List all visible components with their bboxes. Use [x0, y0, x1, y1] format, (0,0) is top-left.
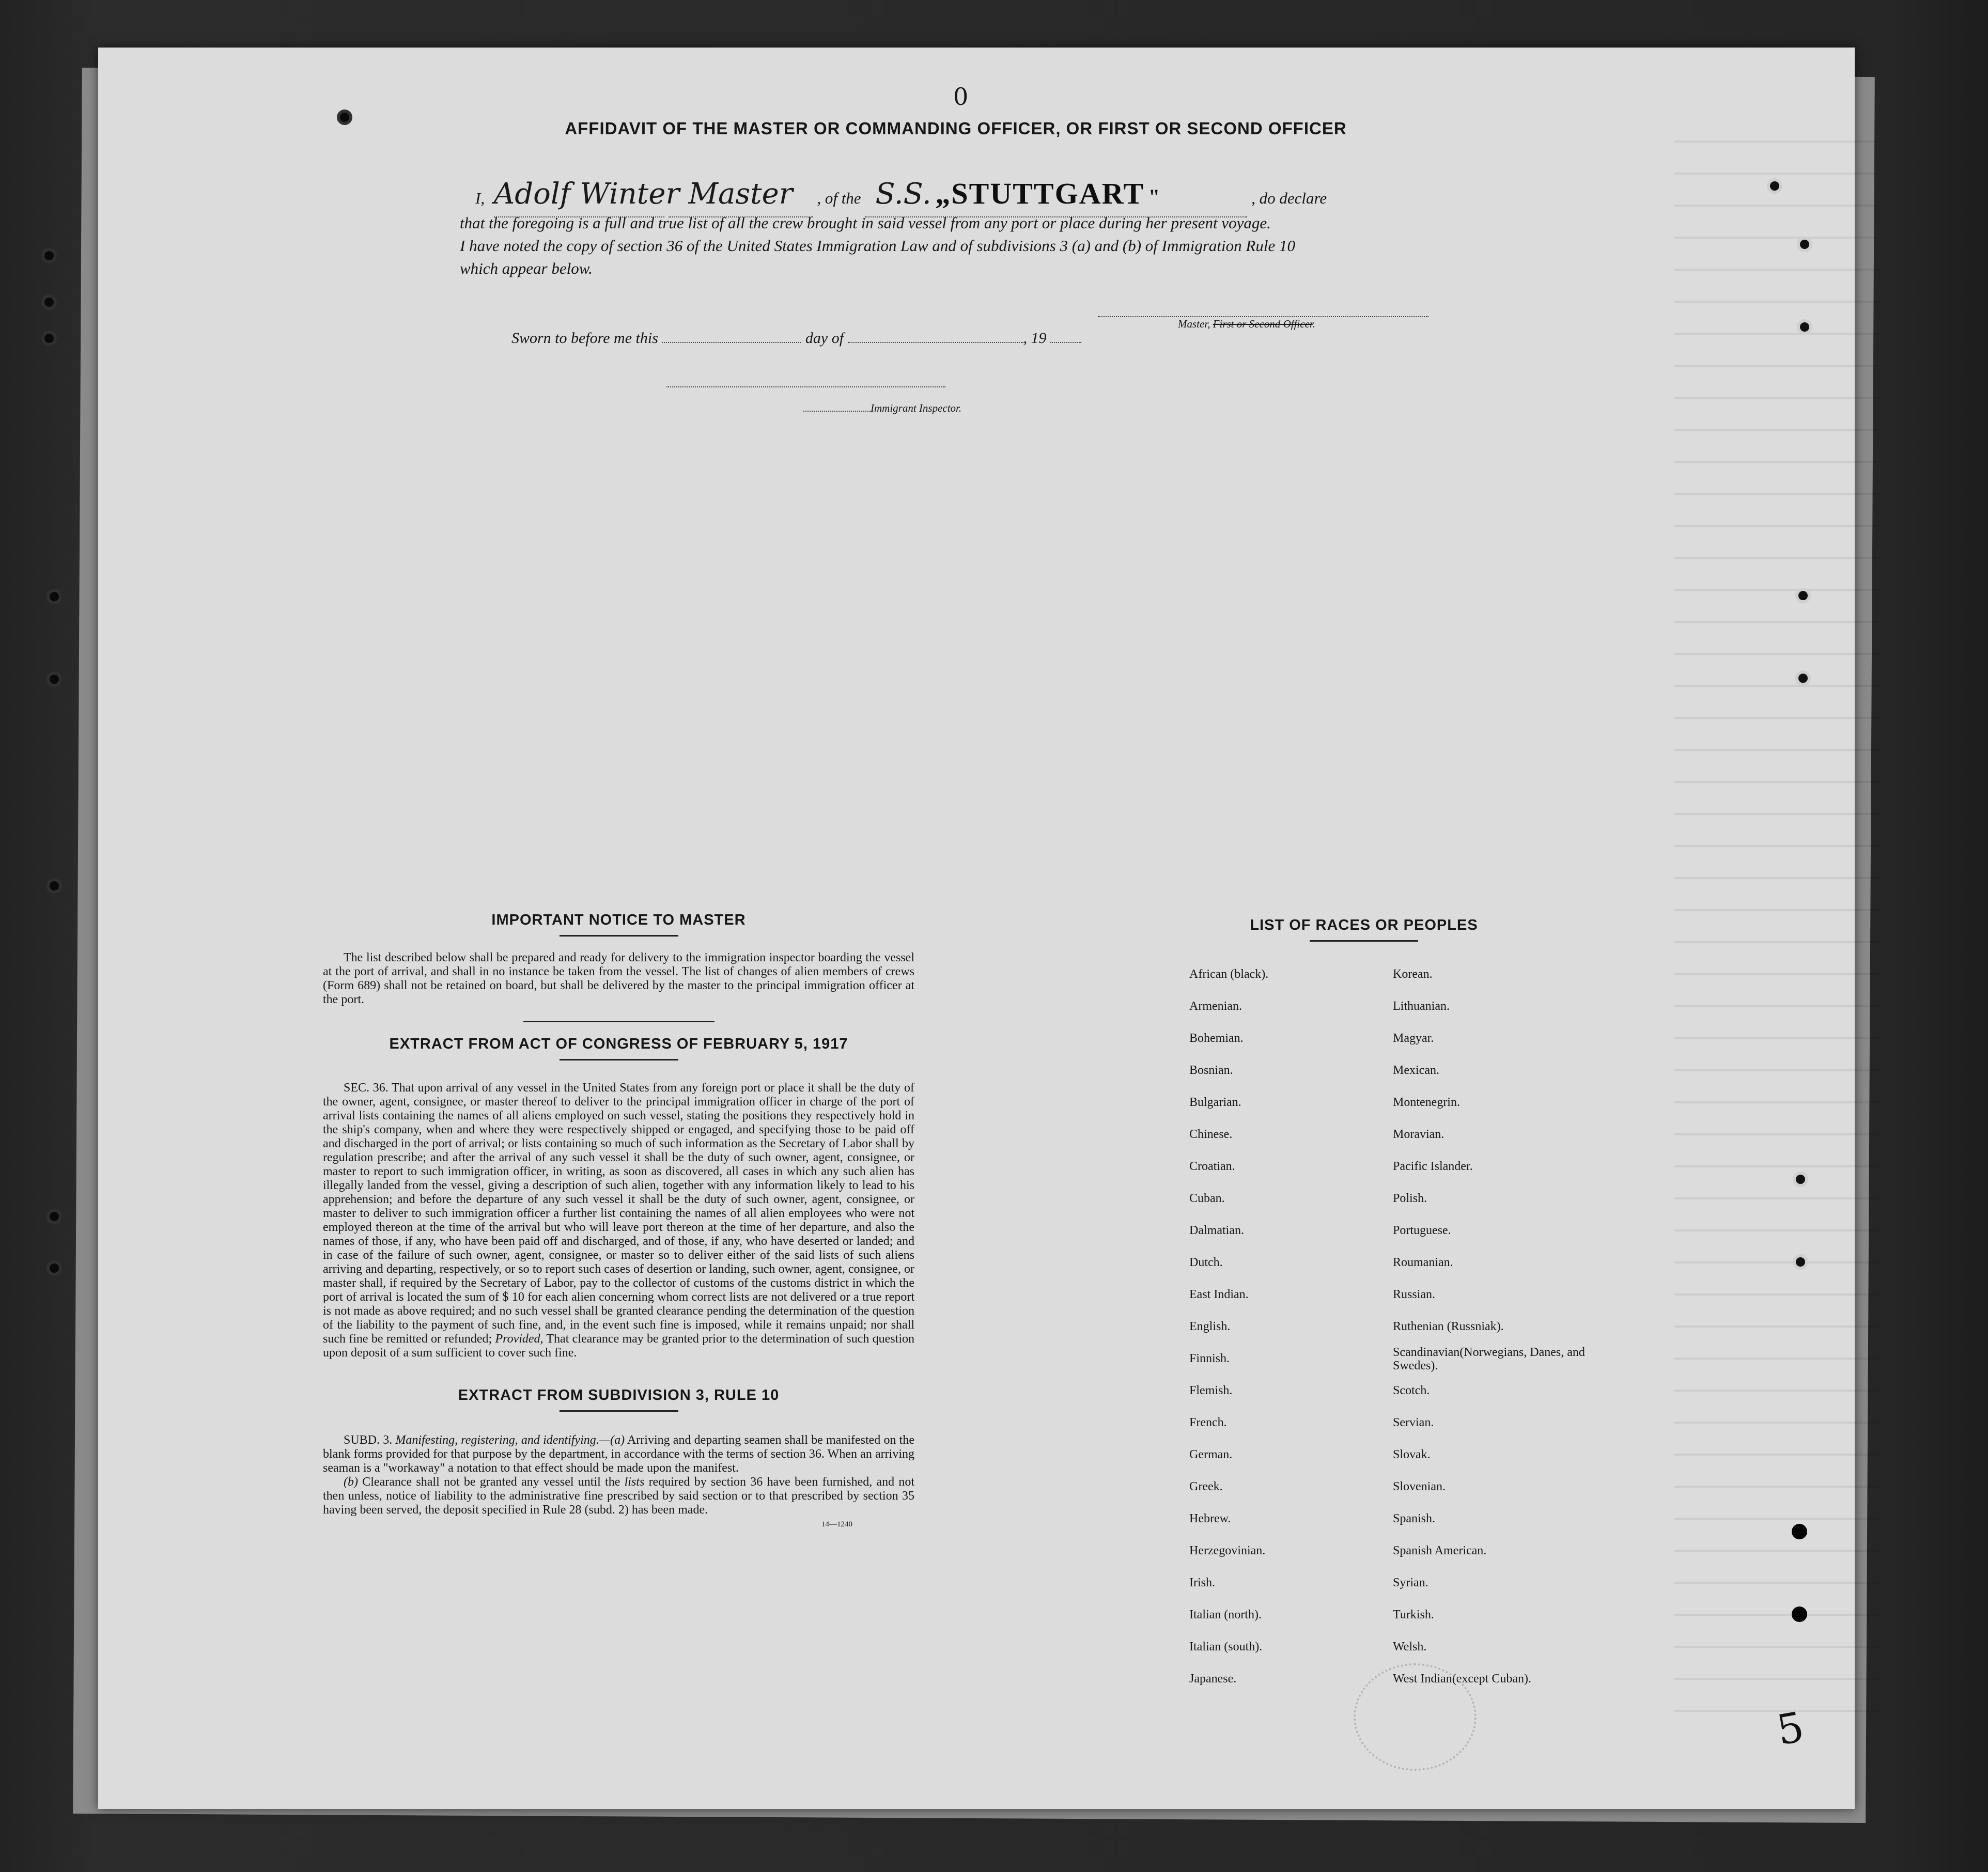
punch-hole: [46, 672, 62, 687]
rule-lists-word: lists: [624, 1475, 645, 1489]
punch-hole: [41, 331, 57, 346]
inspector-signature-line: [666, 386, 945, 387]
punch-hole: [1792, 1606, 1807, 1622]
faint-stamp: [1354, 1663, 1477, 1771]
master-name-handwriting: Adolf Winter: [493, 177, 680, 211]
punch-hole: [46, 1209, 62, 1224]
race-item: Bulgarian.: [1189, 1096, 1241, 1109]
section-divider: [523, 1021, 715, 1022]
race-item: Cuban.: [1189, 1192, 1225, 1205]
year-text: , 19: [1023, 330, 1047, 347]
punch-hole: [1797, 319, 1812, 335]
punch-hole: [1767, 178, 1782, 194]
inspector-caption: [803, 402, 961, 415]
punch-hole: [46, 589, 62, 604]
race-item: Slovenian.: [1393, 1480, 1446, 1493]
race-item: Magyar.: [1393, 1032, 1434, 1045]
master-signature-caption: [1178, 318, 1315, 331]
race-item: Dalmatian.: [1189, 1224, 1244, 1237]
race-item: Roumanian.: [1393, 1256, 1453, 1269]
race-item: Portuguese.: [1393, 1224, 1451, 1237]
race-item: Pacific Islander.: [1393, 1160, 1473, 1173]
punch-hole: [1793, 1254, 1808, 1270]
races-header: [1183, 917, 1545, 942]
vessel-prefix-handwriting: S.S.: [875, 177, 931, 211]
race-item: Lithuanian.: [1393, 1000, 1450, 1013]
day-of-text: day of: [805, 330, 844, 347]
inspector-caption-text: Immigrant Inspector.: [871, 402, 962, 414]
race-item: English.: [1189, 1320, 1231, 1333]
punch-hole: [1793, 1172, 1808, 1187]
notice-title: IMPORTANT NOTICE TO MASTER: [491, 912, 746, 928]
affidavit-line-4: which appear below.: [460, 259, 593, 277]
rule-title-rule: [560, 1410, 678, 1412]
race-item: Slovak.: [1393, 1448, 1431, 1461]
act-body: That upon arrival of any vessel in the United States from any foreign port or place it shall be the duty of the owner, agent, consignee, or master thereof to deliver to the principal immigration officer in charge of the port of arrival lists containing the names of all aliens employed on such vessel, stating the positions they respectively hold in the ship's company, when and where they were respectively shipped or engaged, and specifying those to be paid off and discharged in the port of arrival; or lists containing so much of such information as the Secretary of Labor shall by regulation prescribe; and after the arrival of any such vessel it shall be the duty of such owner, agent, consignee, or master to report to such immigration officer, in writing, as soon as discovered, all cases in which any such alien has illegally landed from the vessel, giving a description of such alien, together with any information likely to lead to his apprehension; and before the departure of any such vessel it shall be the duty of such owner, agent, consignee, or master to deliver to such immigration officer a further list containing the names of all alien employees who were not employed thereon at the time of the arrival but who will leave port thereon at the time of her departure, and also the names of those, if any, who have been paid off and discharged, and of those, if any, who have deserted or landed; and in case of the failure of such owner, agent, consignee, or master so to deliver either of the said lists of such aliens arriving and departing, respectively, or so to report such cases of desertion or landing, such owner, agent, consignee, or master shall, if required by the Secretary of Labor, pay to the collector of customs of the customs district in which the port of arrival is located the sum of $ 10 for each alien concerning whom correct lists are not delivered or a true report is not made as above required; and no such vessel shall be granted clearance pending the determination of the question of the liability to the payment of such fine, and, in the event such fine is imposed, while it remains unpaid; nor shall such fine be remitted or refunded;: [323, 1081, 914, 1346]
caption-master: Master,: [1178, 318, 1213, 330]
race-item: West Indian(except Cuban).: [1393, 1672, 1531, 1686]
caption-struck-officer: First or Second Officer: [1213, 318, 1313, 330]
race-item: Herzegovinian.: [1189, 1544, 1266, 1557]
act-title-rule: [560, 1059, 678, 1060]
punch-hole: [1795, 588, 1811, 603]
race-item: Japanese.: [1189, 1672, 1237, 1686]
vessel-name-close: ": [1148, 185, 1161, 208]
act-text: [323, 1081, 914, 1360]
race-item: Korean.: [1393, 968, 1433, 981]
races-title-rule: [1310, 940, 1418, 942]
race-item: Spanish.: [1393, 1512, 1436, 1525]
race-item: Flemish.: [1189, 1384, 1233, 1397]
rule-heading: Manifesting, registering, and identifying.—(a): [395, 1433, 625, 1447]
race-item: Mexican.: [1393, 1064, 1439, 1077]
affidavit-title: AFFIDAVIT OF THE MASTER OR COMMANDING OFFICER, OR FIRST OR SECOND OFFICER: [565, 119, 1347, 138]
vessel-name-stamp: „STUTTGART: [935, 177, 1145, 210]
notice-text: The list described below shall be prepared and ready for delivery to the immigration inspector boarding the vessel at the port of arrival, and shall in no instance be taken from the vessel. The list of changes of alien members of crews (Form 689) shall not be retained on board, but shall be delivered by the master to the principal immigration officer at the port.: [323, 951, 914, 1006]
affidavit-line-2: that the foregoing is a full and true list of all the crew brought in said vessel from any port or place during her present voyage.: [460, 214, 1271, 232]
race-item: Welsh.: [1393, 1640, 1427, 1653]
punch-hole: [1792, 1524, 1807, 1539]
affidavit-i: I,: [475, 189, 485, 207]
race-item: Italian (south).: [1189, 1640, 1263, 1653]
punch-hole: [41, 294, 57, 310]
rule-subdivision: SUBD. 3.: [344, 1433, 393, 1447]
rule-body-a: Arriving and departing seamen shall be manifested on the blank forms provided for that purpose by the department, in accordance with the terms of section 36. When an arriving seaman is a "workaway" a notation to that effect should be made upon the manifest.: [323, 1433, 915, 1475]
race-item: Polish.: [1393, 1192, 1427, 1205]
race-item: Ruthenian (Russniak).: [1393, 1320, 1504, 1333]
rule-b-label: (b): [344, 1475, 358, 1489]
punch-hole: [41, 248, 57, 263]
top-handwritten-mark: 0: [953, 83, 969, 111]
race-item: Scotch.: [1393, 1384, 1430, 1397]
caption-period: .: [1312, 318, 1315, 330]
rule-body-b1: Clearance shall not be granted any vessel until the: [362, 1475, 620, 1489]
of-the-text: , of the: [817, 189, 861, 207]
do-declare-text: , do declare: [1251, 189, 1327, 207]
act-provided: Provided,: [495, 1332, 543, 1346]
punch-hole: [1797, 237, 1812, 252]
form-number: 14—1240: [821, 1520, 852, 1528]
act-title: EXTRACT FROM ACT OF CONGRESS OF FEBRUARY 5, 1917: [389, 1036, 848, 1052]
race-item: Turkish.: [1393, 1608, 1434, 1621]
races-title: LIST OF RACES OR PEOPLES: [1250, 917, 1478, 933]
race-item: Dutch.: [1189, 1256, 1223, 1269]
race-item: Montenegrin.: [1393, 1096, 1460, 1109]
rule-text-b: [323, 1475, 914, 1517]
notice-title-rule: [560, 935, 678, 937]
race-item: Syrian.: [1393, 1576, 1428, 1589]
master-rank-handwriting: Master: [688, 177, 793, 211]
punch-hole: [46, 878, 62, 894]
rule-body-b2: required by section 36 have been furnished, and not then unless, notice of liability to the administrative fine prescribed by said section or to that prescribed by section 35 having been served, the deposit specified in Rule 28 (subd. 2) has been made.: [323, 1475, 915, 1517]
race-item: Greek.: [1189, 1480, 1223, 1493]
rule-title: EXTRACT FROM SUBDIVISION 3, RULE 10: [458, 1387, 780, 1403]
race-item: Finnish.: [1189, 1352, 1230, 1365]
race-item: French.: [1189, 1416, 1227, 1429]
master-signature-line: [1098, 316, 1428, 317]
act-section-number: SEC. 36.: [344, 1081, 389, 1095]
sworn-text: Sworn to before me this: [511, 330, 658, 347]
race-item: Servian.: [1393, 1416, 1434, 1429]
race-item: Irish.: [1189, 1576, 1215, 1589]
act-body-end: That clearance may be granted prior to the determination of such question upon deposit of a sum sufficient to cover such fine.: [323, 1332, 915, 1360]
notice-column: [323, 912, 914, 1529]
race-item: Chinese.: [1189, 1128, 1233, 1141]
punch-hole: [1795, 670, 1811, 686]
affidavit-declaration: [460, 176, 1431, 280]
race-item: Scandinavian(Norwegians, Danes, and Swedes).: [1393, 1346, 1585, 1372]
race-item: Spanish American.: [1393, 1544, 1487, 1557]
race-item: Croatian.: [1189, 1160, 1235, 1173]
race-item: Moravian.: [1393, 1128, 1445, 1141]
race-item: Italian (north).: [1189, 1608, 1262, 1621]
corner-handwritten-mark: 5: [1773, 1703, 1808, 1755]
sworn-line: [511, 330, 1081, 347]
race-item: East Indian.: [1189, 1288, 1249, 1301]
bleed-through-lines: [1674, 141, 1881, 1742]
punch-hole: [337, 110, 352, 125]
race-item: Bosnian.: [1189, 1064, 1233, 1077]
affidavit-line-3: I have noted the copy of section 36 of the United States Immigration Law and of subdivisions 3 (a) and (b) of Immigration Rule 10: [460, 237, 1295, 255]
race-item: Bohemian.: [1189, 1032, 1244, 1045]
race-item: Hebrew.: [1189, 1512, 1231, 1525]
punch-hole: [46, 1260, 62, 1276]
race-item: Armenian.: [1189, 1000, 1242, 1013]
race-item: African (black).: [1189, 968, 1269, 981]
rule-text-a: [323, 1433, 914, 1475]
race-item: German.: [1189, 1448, 1233, 1461]
race-item: Russian.: [1393, 1288, 1436, 1301]
